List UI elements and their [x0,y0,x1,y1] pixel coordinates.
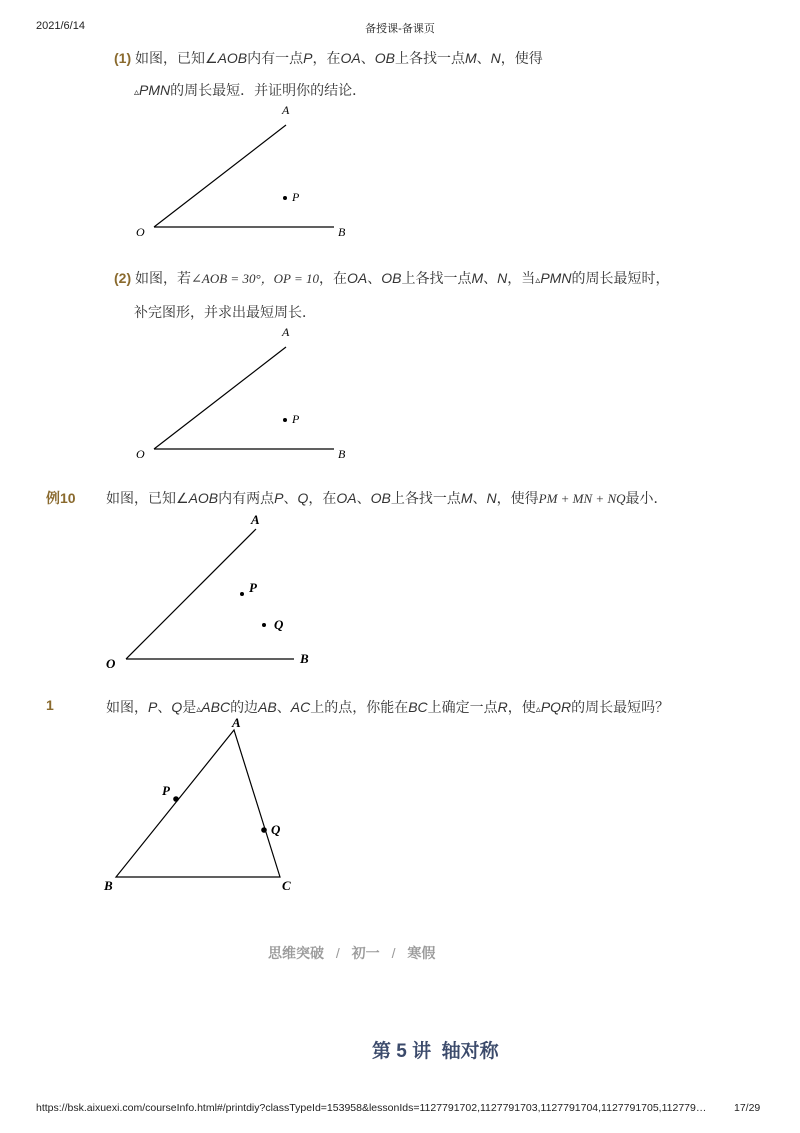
point-p [283,418,287,422]
label-p: P [292,190,300,204]
ray-oa [126,529,256,659]
label-a: A [251,512,260,527]
point-p [173,796,179,802]
problem-1-label: (1) [114,50,132,66]
label-a: A [232,716,241,730]
page-number: 17/29 [734,1102,761,1114]
example-10-figure [96,508,326,678]
footer-breadcrumb: 思维突破 / 初一 / 寒假 [268,945,436,961]
label-b: B [338,447,346,461]
example-10-label: 例10 [46,490,76,506]
label-b: B [300,651,309,666]
label-b: B [104,878,113,893]
crumb-term: 寒假 [407,945,436,961]
label-p: P [249,580,257,595]
problem-2-line-2: 补完图形，并求出最短周长． [134,304,316,320]
page-url: https://bsk.aixuexi.com/courseInfo.html#/printdiy?classTypeId=153958&lessonIds=1127791702,1127791703,1127791704,1127791705,112779… [36,1102,707,1114]
print-date: 2021/6/14 [36,20,85,32]
crumb-grade: 初一 [351,945,380,961]
exercise-1-figure [96,716,316,896]
page-title: 备授课-备课页 [365,23,435,35]
problem-2-figure [120,318,360,468]
label-p: P [292,412,300,426]
label-o: O [106,656,116,671]
point-p [283,196,287,200]
triangle-abc [116,730,280,877]
label-o: O [136,447,145,461]
point-p [240,592,244,596]
label-c: C [282,878,291,893]
label-a: A [282,325,290,339]
crumb-course: 思维突破 [268,945,324,961]
exercise-1-label: 1 [46,697,54,713]
problem-1-figure [120,96,360,246]
lecture-title: 第 5 讲 轴对称 [372,1041,499,1062]
point-q [262,623,266,627]
label-b: B [338,225,346,239]
label-q: Q [271,822,281,837]
label-a: A [282,103,290,117]
label-q: Q [274,617,284,632]
problem-1-line-1: (1) 如图，已知∠AOB内有一点P，在OA、OB上各找一点M、N，使得 [114,50,543,66]
point-q [261,827,267,833]
problem-2-line-1: (2) 如图，若∠AOB = 30°，OP = 10，在OA、OB上各找一点M、N，当▵PMN的周长最短时， [114,270,670,286]
problem-2-label: (2) [114,270,132,286]
ray-oa [154,125,286,227]
problem-1-line-2: ▵PMN的周长最短．并证明你的结论． [134,82,367,98]
ray-oa [154,347,286,449]
label-o: O [136,225,145,239]
label-p: P [162,783,170,798]
example-10-text: 如图，已知∠AOB内有两点P、Q，在OA、OB上各找一点M、N，使得PM + MN + NQ最小． [106,490,668,506]
exercise-1-text: 如图，P、Q是▵ABC的边AB、AC上的点，你能在BC上确定一点R，使▵PQR的周长最短吗？ [106,699,670,715]
